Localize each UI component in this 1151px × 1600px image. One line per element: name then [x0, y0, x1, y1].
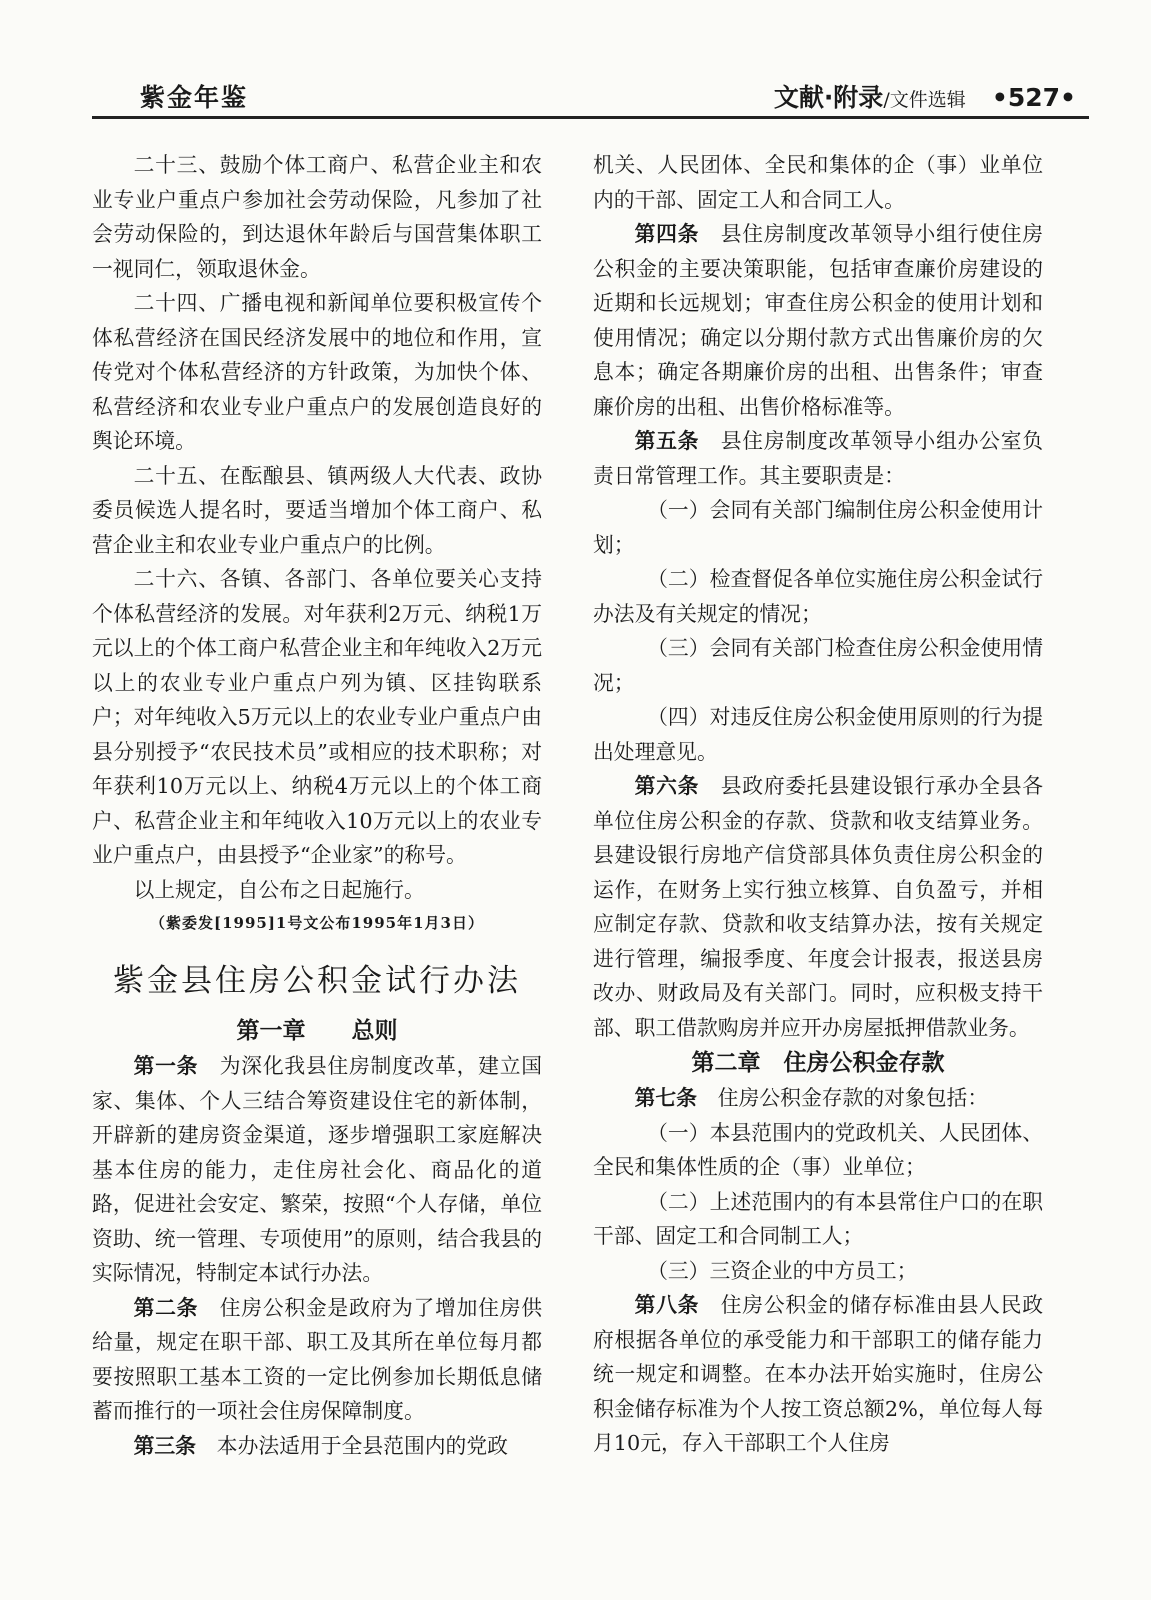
article-7-label: 第七条 — [634, 1086, 697, 1110]
header-rule — [92, 116, 1089, 119]
chapter-1-heading: 第一章 总则 — [236, 1018, 398, 1044]
article-3-label: 第三条 — [133, 1433, 196, 1458]
article-7-item-3: （三）三资企业的中方员工； — [647, 1258, 918, 1283]
section-header — [774, 78, 1076, 114]
article-8-text: 住房公积金的储存标准由县人民政府根据各单位的承受能力和干部职工的储存能力统一规定和调整。在本办法开始实施时，住房公积金储存标准为个人按工资总额2%，单位每人每月10元，存入干部职工个人住房 — [593, 1293, 1044, 1455]
article-7 — [593, 1081, 1043, 1116]
paragraph-26: 二十六、各镇、各部门、各单位要关心支持个体私营经济的发展。对年获利2万元、纳税1万元以上的个体工商户私营企业主和年纯收入2万元以上的农业专业户重点户列为镇、区挂钩联系户；对年纯收入5万元以上的农业专业户重点户由县分别授予“农民技术员”或相应的技术职称；对年获利10万元以上、纳税4万元以上的个体工商户、私营企业主和年纯收入10万元以上的农业专业户重点户，由县授予“企业家”的称号。 — [92, 567, 542, 867]
article-5-label: 第五条 — [634, 429, 700, 453]
article-2-text: 住房公积金是政府为了增加住房供给量，规定在职干部、职工及其所在单位每月都要按照职工基本工资的一定比例参加长期低息储蓄而推行的一项社会住房保障制度。 — [92, 1295, 543, 1423]
article-5 — [593, 424, 1043, 493]
article-7-item-2: （二）上述范围内的有本县常住户口的在职干部、固定工和合同制工人； — [593, 1189, 1043, 1248]
article-1 — [92, 1049, 542, 1291]
article-5-item-3: （三）会同有关部门检查住房公积金使用情况； — [593, 636, 1043, 695]
paragraph-24: 二十四、广播电视和新闻单位要积极宣传个体私营经济在国民经济发展中的地位和作用，宣传党对个体私营经济的方针政策，为加快个体、私营经济和农业专业户重点户的发展创造良好的舆论环境。 — [92, 291, 542, 453]
article-2-label: 第二条 — [133, 1295, 199, 1320]
paragraph-25: 二十五、在酝酿县、镇两级人大代表、政协委员候选人提名时，要适当增加个体工商户、私营企业主和农业专业户重点户的比例。 — [92, 463, 542, 557]
article-6-text: 县政府委托县建设银行承办全县各单位住房公积金的存款、贷款和收支结算业务。县建设银行房地产信贷部具体负责住房公积金的运作，在财务上实行独立核算、自负盈亏，并相应制定存款、贷款和收支结算办法，按有关规定进行管理，编报季度、年度会计报表，报送县房改办、财政局及有关部门。同时，应积极支持干部、职工借款购房并应开办房屋抵押借款业务。 — [593, 774, 1044, 1040]
article-4 — [593, 217, 1043, 424]
article-8 — [593, 1288, 1043, 1461]
article-6 — [593, 769, 1043, 1045]
article-3-text: 本办法适用于全县范围内的党政 — [216, 1433, 508, 1458]
closing-statement: 以上规定，自公布之日起施行。 — [133, 877, 425, 902]
article-7-item-1: （一）本县范围内的党政机关、人民团体、全民和集体性质的企（事）业单位； — [593, 1120, 1043, 1179]
article-4-text: 县住房制度改革领导小组行使住房公积金的主要决策职能，包括审查廉价房建设的近期和长远规划；审查住房公积金的使用计划和使用情况；确定以分期付款方式出售廉价房的欠息本；确定各期廉价房的出租、出售条件；审查廉价房的出租、出售价格标准等。 — [593, 222, 1044, 419]
article-6-label: 第六条 — [634, 774, 700, 798]
article-5-text: 县住房制度改革领导小组办公室负责日常管理工作。其主要职责是： — [593, 429, 1044, 488]
article-5-item-2: （二）检查督促各单位实施住房公积金试行办法及有关规定的情况； — [593, 567, 1043, 626]
article-7-text: 住房公积金存款的对象包括： — [717, 1086, 989, 1110]
article-2 — [92, 1291, 542, 1429]
article-1-text: 为深化我县住房制度改革，建立国家、集体、个人三结合筹资建设住宅的新体制，开辟新的建房资金渠道，逐步增强职工家庭解决基本住房的能力，走住房社会化、商品化的道路，促进社会安定、繁荣，按照“个人存储，单位资助、统一管理、专项使用”的原则，结合我县的实际情况，特制定本试行办法。 — [92, 1054, 543, 1285]
article-3-continued: 机关、人民团体、全民和集体的企（事）业单位内的干部、固定工人和合同工人。 — [593, 153, 1043, 212]
article-3 — [92, 1429, 542, 1464]
document-title: 紫金县住房公积金试行办法 — [113, 963, 521, 999]
article-4-label: 第四条 — [634, 222, 700, 246]
article-8-label: 第八条 — [634, 1293, 700, 1317]
chapter-2-heading: 第二章 住房公积金存款 — [691, 1050, 945, 1076]
subsection-title: /文件选辑 — [883, 89, 966, 111]
paragraph-23: 二十三、鼓励个体工商户、私营企业主和农业专业户重点户参加社会劳动保险，凡参加了社会劳动保险的，到达退休年龄后与国营集体职工一视同仁，领取退休金。 — [92, 153, 542, 281]
publication-note: （紫委发[1995]1号文公布1995年1月3日） — [149, 914, 484, 932]
right-column — [593, 148, 1043, 1461]
article-5-item-1: （一）会同有关部门编制住房公积金使用计划； — [593, 498, 1043, 557]
left-column — [92, 148, 542, 1463]
article-5-item-4: （四）对违反住房公积金使用原则的行为提出处理意见。 — [593, 705, 1043, 764]
section-title: 文献·附录 — [773, 83, 884, 112]
article-1-label: 第一条 — [133, 1054, 199, 1078]
page-number: •527• — [991, 83, 1076, 112]
book-title: 紫金年鉴 — [140, 83, 249, 112]
